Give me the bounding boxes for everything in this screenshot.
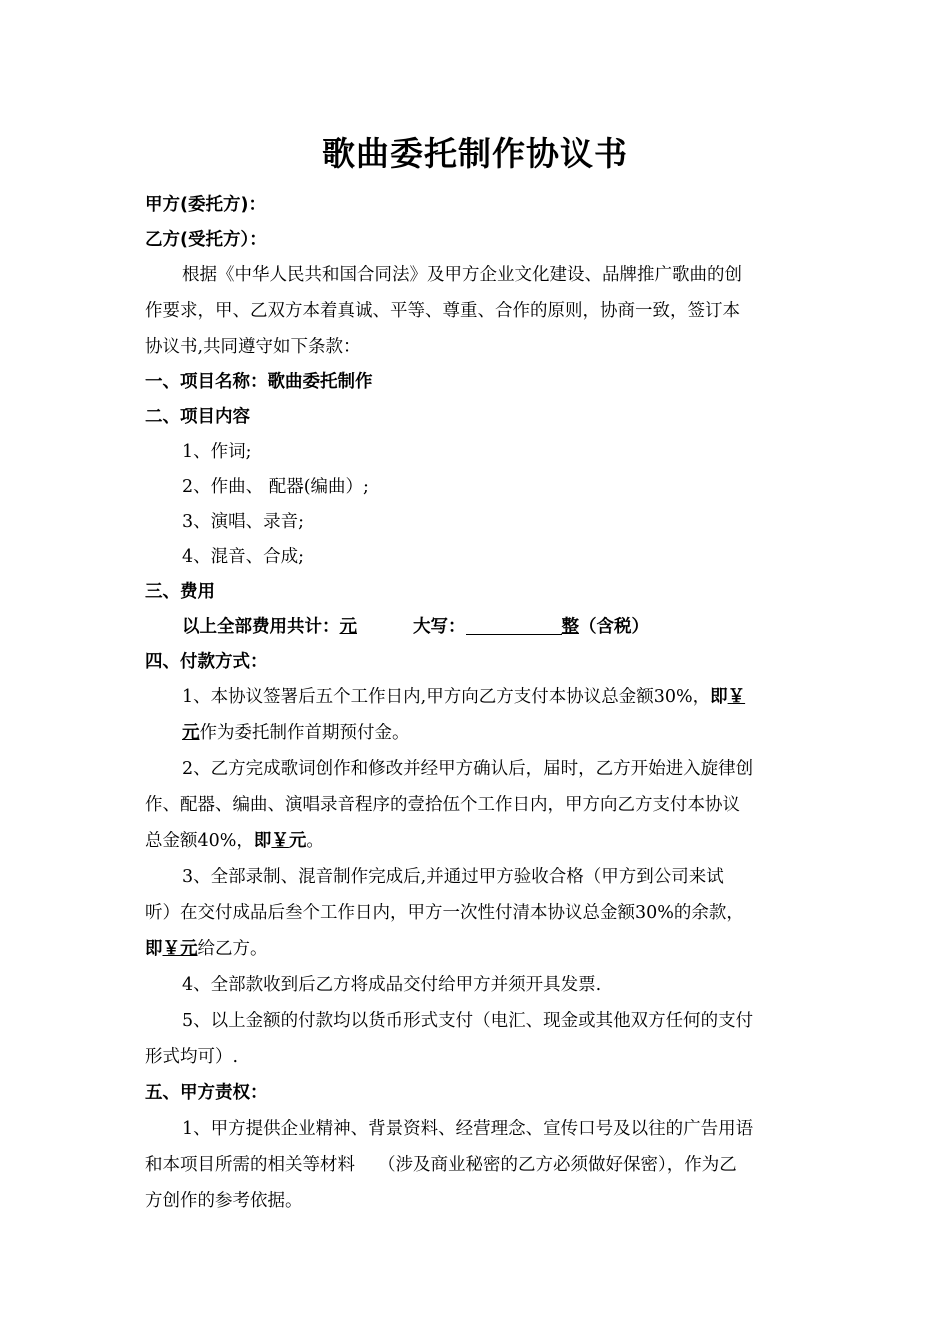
preamble-line-1: 根据《中华人民共和国合同法》及甲方企业文化建设、品牌推广歌曲的创 (182, 265, 742, 285)
payment-3-line-1: 3、全部录制、混音制作完成后,并通过甲方验收合格（甲方到公司来试 (182, 867, 724, 887)
fee-unit: 元 (339, 617, 357, 637)
payment-4: 4、全部款收到后乙方将成品交付给甲方并须开具发票. (182, 975, 602, 995)
payment-2-yen: ￥ (271, 831, 289, 851)
fee-tax: （含税） (579, 617, 649, 637)
preamble-line-2: 作要求，甲、乙双方本着真诚、平等、尊重、合作的原则，协商一致，签订本 (145, 301, 740, 321)
payment-1-text: 1、本协议签署后五个工作日内,甲方向乙方支付本协议总金额30%， (182, 687, 711, 707)
payment-2-text: 总金额40%， (145, 831, 254, 851)
payment-3-line-3 (145, 931, 810, 967)
party-a-label: 甲方(委托方)： (145, 195, 266, 215)
fee-daxie-label: 大写： (413, 617, 466, 637)
payment-2-end: 。 (306, 831, 324, 851)
content-item-1: 1、作词; (182, 442, 252, 462)
fee-line (182, 609, 847, 645)
payment-2-line-1: 2、乙方完成歌词创作和修改并经甲方确认后，届时，乙方开始进入旋律创 (182, 759, 754, 779)
content-item-2: 2、作曲、 配器(编曲）; (182, 477, 369, 497)
rights-1-line-3: 方创作的参考依据。 (145, 1191, 303, 1211)
content-item-4: 4、混音、合成; (182, 547, 305, 567)
section-1-heading: 一、项目名称：歌曲委托制作 (145, 372, 373, 392)
payment-5-line-1: 5、以上金额的付款均以货币形式支付（电汇、现金或其他双方任何的支付 (182, 1011, 754, 1031)
document-title: 歌曲委托制作协议书 (322, 134, 628, 173)
payment-1-line-2 (182, 715, 847, 751)
payment-2-unit: 元 (288, 831, 307, 851)
payment-1-unit: 元 (182, 723, 200, 743)
payment-3-line-2: 听）在交付成品后叁个工作日内，甲方一次性付清本协议总金额30%的余款， (145, 903, 744, 923)
payment-1-line-1 (182, 679, 847, 715)
fee-amount-blank (466, 616, 562, 635)
section-4-heading: 四、付款方式： (145, 652, 268, 672)
payment-2-line-2: 作、配器、编曲、演唱录音程序的壹拾伍个工作日内，甲方向乙方支付本协议 (145, 795, 740, 815)
payment-2-bold: 即 (253, 831, 272, 851)
content-item-3: 3、演唱、录音; (182, 512, 305, 532)
payment-3-text: 给乙方。 (197, 939, 268, 959)
section-5-heading: 五、甲方责权： (145, 1083, 268, 1103)
party-b-label: 乙方(受托方）： (145, 230, 267, 250)
fee-prefix: 以上全部费用共计： (182, 617, 340, 637)
payment-1-text-2: 作为委托制作首期预付金。 (199, 723, 410, 743)
rights-1-line-1: 1、甲方提供企业精神、背景资料、经营理念、宣传口号及以往的广告用语 (182, 1119, 754, 1139)
payment-2-line-3 (145, 823, 810, 859)
payment-5-line-2: 形式均可）. (145, 1047, 239, 1067)
section-2-heading: 二、项目内容 (145, 407, 250, 427)
preamble-line-3: 协议书,共同遵守如下条款： (145, 337, 361, 357)
section-3-heading: 三、费用 (145, 582, 215, 602)
payment-1-yen: ￥ (727, 687, 746, 707)
rights-1-line-2: 和本项目所需的相关等材料 （涉及商业秘密的乙方必须做好保密），作为乙 (145, 1155, 737, 1175)
payment-3-amount: ￥元 (162, 939, 198, 959)
payment-3-bold: 即 (145, 939, 163, 959)
payment-1-bold: 即 (710, 687, 728, 707)
fee-zheng: 整 (561, 617, 579, 637)
